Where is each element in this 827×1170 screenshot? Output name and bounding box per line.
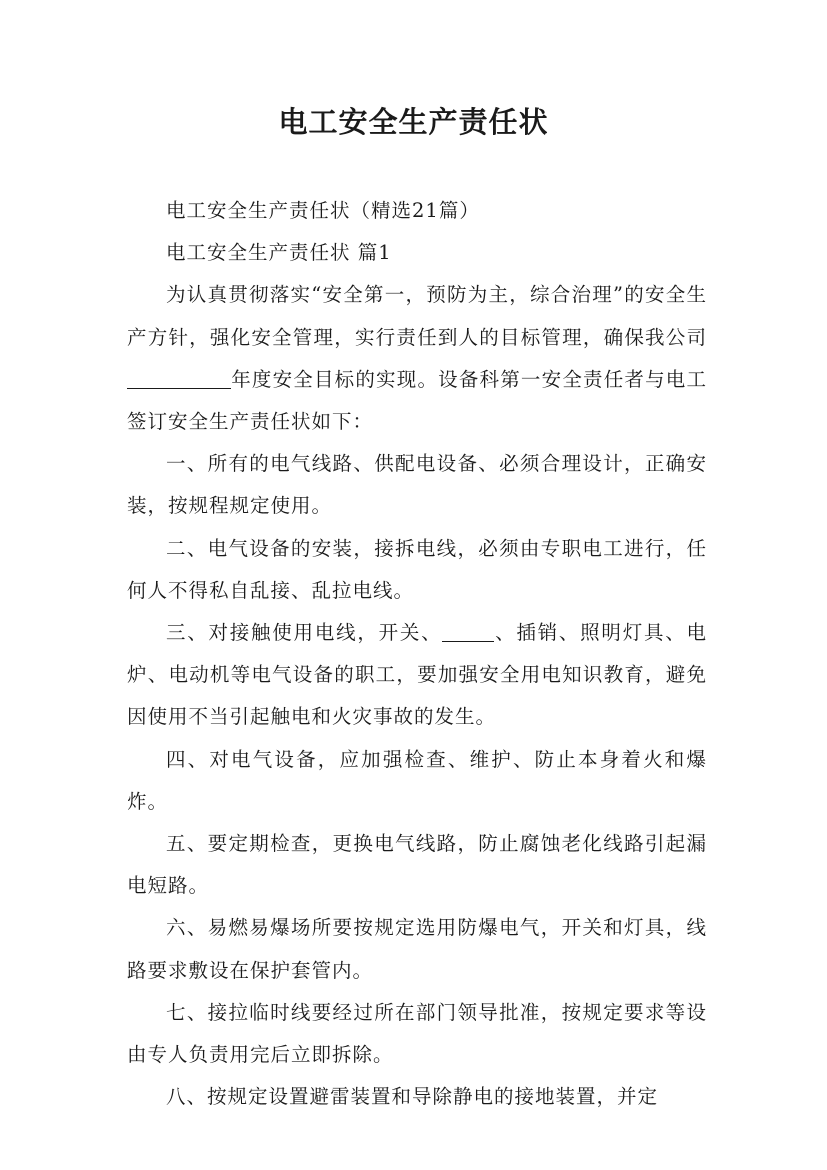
intro-paragraph — [127, 274, 707, 443]
clause-1: 一、所有的电气线路、供配电设备、必须合理设计，正确安装，按规程规定使用。 — [127, 452, 707, 518]
document-title: 电工安全生产责任状 — [278, 105, 549, 139]
clause-8: 八、按规定设置避雷装置和导除静电的接地装置，并定 — [166, 1085, 659, 1109]
subtitle: 电工安全生产责任状（精选21篇） — [166, 199, 480, 222]
document-body — [127, 190, 707, 1118]
clause-4: 四、对电气设备，应加强检查、维护、防止本身着火和爆炸。 — [127, 747, 707, 813]
intro-text-part2: 年度安全目标的实现。设备科第一安全责任者与电工签订安全生产责任状如下： — [127, 367, 707, 434]
company-name-blank — [127, 366, 231, 389]
clause-3 — [127, 612, 707, 739]
intro-text-part1: 为认真贯彻落实“安全第一，预防为主，综合治理”的安全生产方针，强化安全管理，实行责任到人的目标管理，确保我公司 — [127, 283, 707, 349]
device-name-blank — [442, 619, 494, 642]
clause-5: 五、要定期检查，更换电气线路，防止腐蚀老化线路引起漏电短路。 — [127, 832, 707, 898]
clause-3-part2: 、插销、照明灯具、电炉、电动机等电气设备的职工，要加强安全用电知识教育，避免因使用不当引起触电和火灾事故的发生。 — [127, 621, 707, 729]
section-heading: 电工安全生产责任状 篇1 — [166, 241, 392, 265]
clause-6: 六、易燃易爆场所要按规定选用防爆电气，开关和灯具，线路要求敷设在保护套管内。 — [127, 916, 707, 982]
clause-7: 七、接拉临时线要经过所在部门领导批准，按规定要求等设由专人负责用完后立即拆除。 — [127, 1000, 707, 1067]
clause-3-part1: 三、对接触使用电线，开关、 — [166, 621, 443, 645]
clause-2: 二、电气设备的安装，接拆电线，必须由专职电工进行，任何人不得私自乱接、乱拉电线。 — [127, 536, 707, 602]
